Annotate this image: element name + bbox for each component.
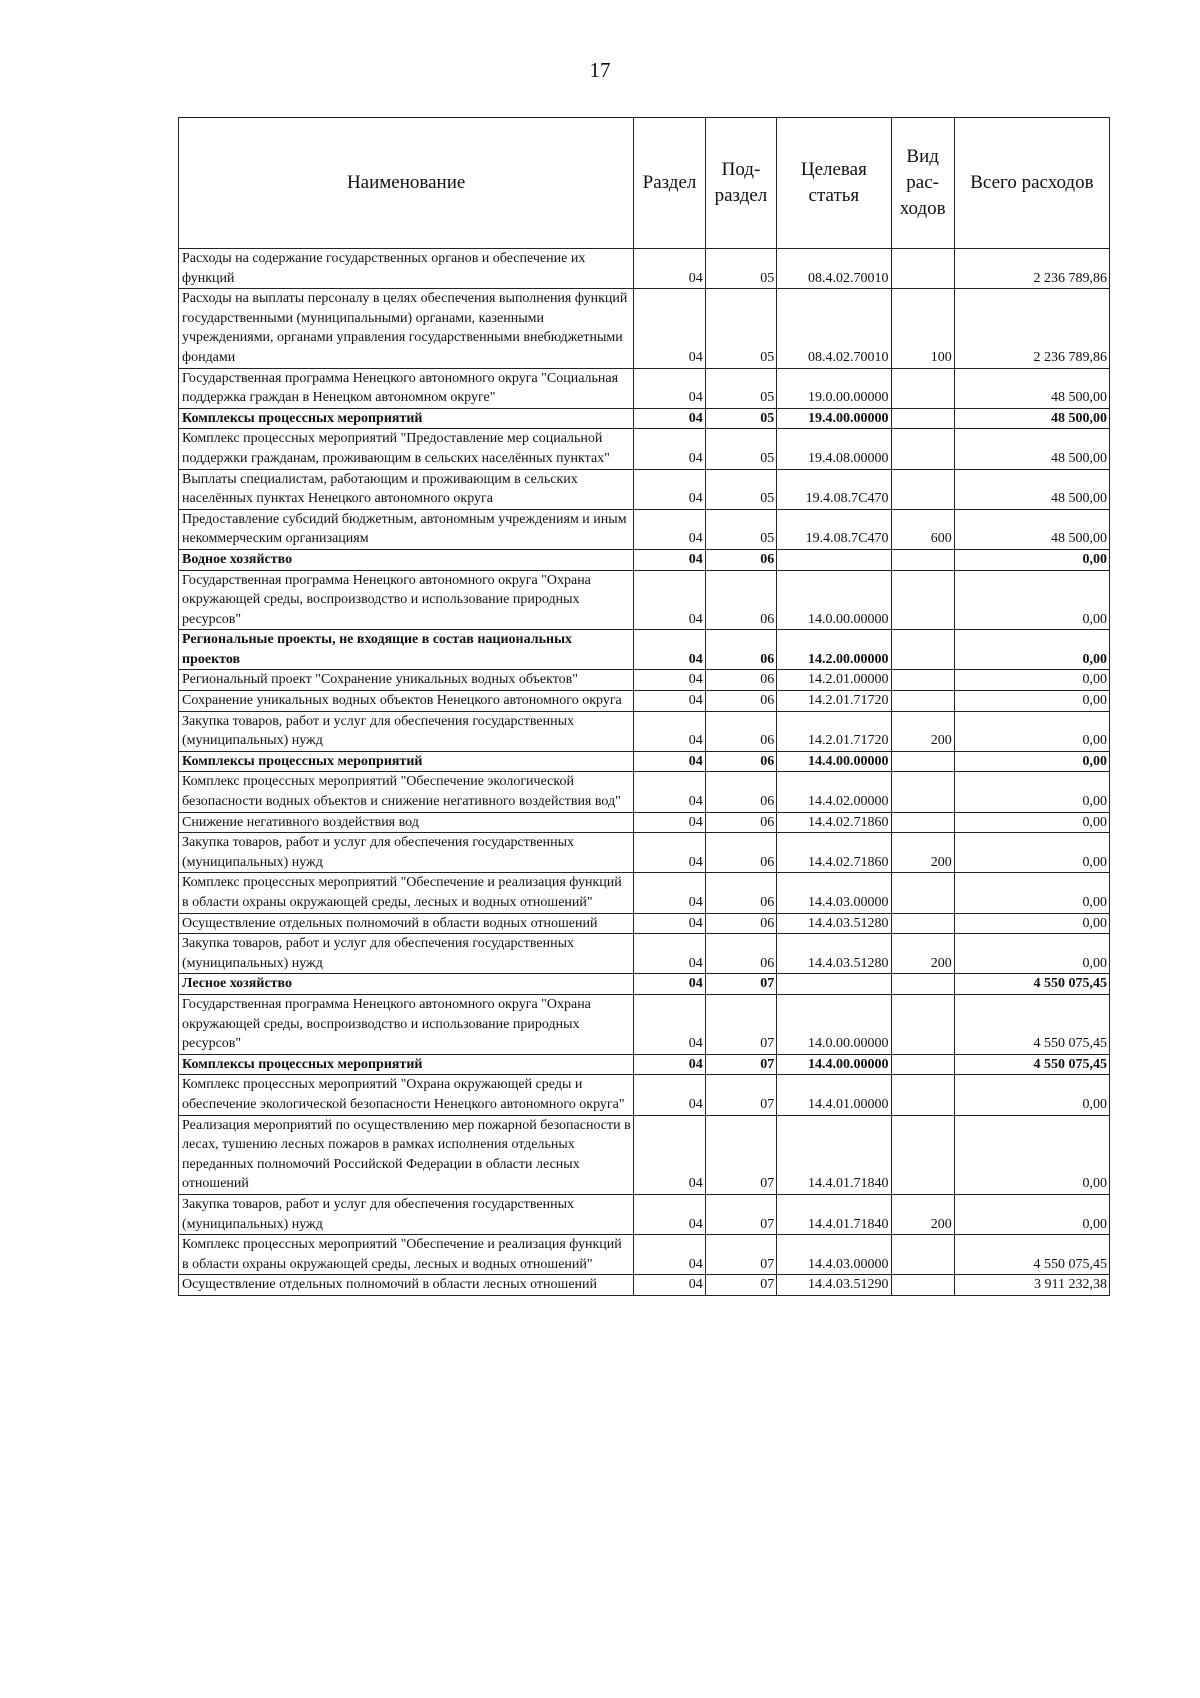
cell-article: 19.4.08.00000 — [777, 429, 891, 469]
cell-total: 48 500,00 — [954, 429, 1109, 469]
cell-name: Закупка товаров, работ и услуг для обеспечения государственных (муниципальных) нужд — [179, 711, 634, 751]
cell-total: 0,00 — [954, 570, 1109, 630]
cell-article: 14.0.00.00000 — [777, 994, 891, 1054]
cell-expense-type: 600 — [891, 509, 954, 549]
cell-name: Комплекс процессных мероприятий "Охрана окружающей среды и обеспечение экологической безопасности Ненецкого автономного округа" — [179, 1075, 634, 1115]
table-row — [179, 368, 1110, 408]
cell-subsection: 06 — [705, 833, 776, 873]
cell-article: 14.2.01.71720 — [777, 691, 891, 712]
cell-name: Осуществление отдельных полномочий в области лесных отношений — [179, 1275, 634, 1296]
cell-article: 14.4.03.00000 — [777, 1235, 891, 1275]
table-row — [179, 570, 1110, 630]
cell-total: 0,00 — [954, 812, 1109, 833]
cell-subsection: 07 — [705, 1275, 776, 1296]
cell-subsection: 07 — [705, 1075, 776, 1115]
cell-article: 14.4.02.00000 — [777, 772, 891, 812]
cell-subsection: 06 — [705, 711, 776, 751]
cell-total: 0,00 — [954, 711, 1109, 751]
cell-total: 0,00 — [954, 772, 1109, 812]
cell-name: Региональные проекты, не входящие в состав национальных проектов — [179, 630, 634, 670]
cell-name: Осуществление отдельных полномочий в области водных отношений — [179, 913, 634, 934]
table-row — [179, 833, 1110, 873]
header-expense-type: Вид рас-ходов — [891, 118, 954, 249]
cell-expense-type: 200 — [891, 711, 954, 751]
cell-total: 2 236 789,86 — [954, 249, 1109, 289]
cell-article: 14.4.03.51280 — [777, 913, 891, 934]
cell-expense-type — [891, 1115, 954, 1194]
cell-section: 04 — [634, 368, 705, 408]
cell-name: Государственная программа Ненецкого автономного округа "Охрана окружающей среды, воспроизводство и использование природных ресурсов" — [179, 570, 634, 630]
table-row — [179, 1075, 1110, 1115]
table-row — [179, 249, 1110, 289]
cell-name: Комплексы процессных мероприятий — [179, 1054, 634, 1075]
cell-expense-type — [891, 630, 954, 670]
cell-article: 14.4.00.00000 — [777, 1054, 891, 1075]
header-article: Целевая статья — [777, 118, 891, 249]
cell-total: 48 500,00 — [954, 509, 1109, 549]
table-row — [179, 1054, 1110, 1075]
cell-name: Государственная программа Ненецкого автономного округа "Социальная поддержка граждан в Ненецком автономном округе" — [179, 368, 634, 408]
budget-table — [178, 117, 1110, 1296]
cell-subsection: 05 — [705, 408, 776, 429]
table-row — [179, 751, 1110, 772]
cell-name: Водное хозяйство — [179, 549, 634, 570]
header-section: Раздел — [634, 118, 705, 249]
cell-section: 04 — [634, 812, 705, 833]
cell-name: Снижение негативного воздействия вод — [179, 812, 634, 833]
cell-article: 19.4.08.7С470 — [777, 469, 891, 509]
cell-subsection: 05 — [705, 368, 776, 408]
table-row — [179, 429, 1110, 469]
cell-expense-type — [891, 1054, 954, 1075]
cell-subsection: 07 — [705, 1235, 776, 1275]
cell-name: Комплекс процессных мероприятий "Обеспечение и реализация функций в области охраны окружающей среды, лесных и водных отношений" — [179, 873, 634, 913]
cell-article: 14.4.03.51290 — [777, 1275, 891, 1296]
cell-section: 04 — [634, 913, 705, 934]
cell-total: 0,00 — [954, 1075, 1109, 1115]
cell-total: 4 550 075,45 — [954, 974, 1109, 995]
cell-article: 08.4.02.70010 — [777, 289, 891, 368]
cell-subsection: 05 — [705, 249, 776, 289]
cell-expense-type — [891, 408, 954, 429]
cell-expense-type — [891, 549, 954, 570]
cell-article — [777, 549, 891, 570]
cell-total: 0,00 — [954, 873, 1109, 913]
cell-total: 48 500,00 — [954, 408, 1109, 429]
cell-subsection: 06 — [705, 670, 776, 691]
cell-name: Комплексы процессных мероприятий — [179, 408, 634, 429]
cell-total: 4 550 075,45 — [954, 1235, 1109, 1275]
cell-total: 48 500,00 — [954, 368, 1109, 408]
cell-subsection: 07 — [705, 994, 776, 1054]
cell-subsection: 06 — [705, 691, 776, 712]
header-name: Наименование — [179, 118, 634, 249]
table-body — [179, 249, 1110, 1296]
cell-article: 14.4.01.71840 — [777, 1115, 891, 1194]
table-row — [179, 1275, 1110, 1296]
table-row — [179, 549, 1110, 570]
table-row — [179, 873, 1110, 913]
cell-article: 14.2.00.00000 — [777, 630, 891, 670]
header-total: Всего расходов — [954, 118, 1109, 249]
cell-name: Предоставление субсидий бюджетным, автономным учреждениям и иным некоммерческим организациям — [179, 509, 634, 549]
cell-name: Комплекс процессных мероприятий "Обеспечение экологической безопасности водных объектов и снижение негативного воздействия вод" — [179, 772, 634, 812]
cell-subsection: 07 — [705, 1054, 776, 1075]
cell-name: Лесное хозяйство — [179, 974, 634, 995]
table-row — [179, 670, 1110, 691]
table-row — [179, 994, 1110, 1054]
cell-expense-type — [891, 670, 954, 691]
cell-expense-type — [891, 974, 954, 995]
cell-total: 48 500,00 — [954, 469, 1109, 509]
cell-name: Закупка товаров, работ и услуг для обеспечения государственных (муниципальных) нужд — [179, 934, 634, 974]
cell-section: 04 — [634, 630, 705, 670]
cell-article: 14.4.02.71860 — [777, 812, 891, 833]
cell-total: 4 550 075,45 — [954, 994, 1109, 1054]
cell-section: 04 — [634, 429, 705, 469]
cell-expense-type — [891, 1275, 954, 1296]
table-row — [179, 289, 1110, 368]
cell-subsection: 05 — [705, 289, 776, 368]
cell-section: 04 — [634, 509, 705, 549]
table-row — [179, 711, 1110, 751]
cell-name: Сохранение уникальных водных объектов Ненецкого автономного округа — [179, 691, 634, 712]
cell-name: Реализация мероприятий по осуществлению мер пожарной безопасности в лесах, тушению лесных пожаров в рамках исполнения отдельных переданных полномочий Российской Федерации в области лесных отношений — [179, 1115, 634, 1194]
cell-section: 04 — [634, 1075, 705, 1115]
cell-total: 0,00 — [954, 833, 1109, 873]
table-row — [179, 812, 1110, 833]
table-row — [179, 509, 1110, 549]
table-row — [179, 772, 1110, 812]
cell-expense-type: 200 — [891, 934, 954, 974]
cell-article: 14.4.01.71840 — [777, 1194, 891, 1234]
cell-subsection: 07 — [705, 974, 776, 995]
cell-name: Комплекс процессных мероприятий "Предоставление мер социальной поддержки гражданам, проживающим в сельских населённых пунктах" — [179, 429, 634, 469]
cell-total: 4 550 075,45 — [954, 1054, 1109, 1075]
cell-section: 04 — [634, 549, 705, 570]
cell-total: 3 911 232,38 — [954, 1275, 1109, 1296]
table-row — [179, 913, 1110, 934]
cell-section: 04 — [634, 934, 705, 974]
table-row — [179, 408, 1110, 429]
cell-section: 04 — [634, 873, 705, 913]
cell-article: 14.2.01.00000 — [777, 670, 891, 691]
cell-name: Комплекс процессных мероприятий "Обеспечение и реализация функций в области охраны окружающей среды, лесных и водных отношений" — [179, 1235, 634, 1275]
cell-name: Закупка товаров, работ и услуг для обеспечения государственных (муниципальных) нужд — [179, 1194, 634, 1234]
cell-total: 0,00 — [954, 1115, 1109, 1194]
cell-total: 0,00 — [954, 691, 1109, 712]
cell-section: 04 — [634, 974, 705, 995]
cell-name: Региональный проект "Сохранение уникальных водных объектов" — [179, 670, 634, 691]
cell-total: 0,00 — [954, 751, 1109, 772]
cell-section: 04 — [634, 570, 705, 630]
table-row — [179, 630, 1110, 670]
cell-subsection: 06 — [705, 751, 776, 772]
cell-article: 14.2.01.71720 — [777, 711, 891, 751]
cell-total: 0,00 — [954, 934, 1109, 974]
table-row — [179, 974, 1110, 995]
cell-total: 0,00 — [954, 913, 1109, 934]
cell-subsection: 06 — [705, 873, 776, 913]
cell-section: 04 — [634, 1235, 705, 1275]
cell-article: 14.4.00.00000 — [777, 751, 891, 772]
cell-subsection: 06 — [705, 570, 776, 630]
cell-article: 14.0.00.00000 — [777, 570, 891, 630]
cell-article: 08.4.02.70010 — [777, 249, 891, 289]
cell-expense-type — [891, 429, 954, 469]
cell-subsection: 06 — [705, 934, 776, 974]
cell-subsection: 05 — [705, 509, 776, 549]
cell-article: 14.4.03.51280 — [777, 934, 891, 974]
cell-subsection: 06 — [705, 772, 776, 812]
header-subsection: Под-раздел — [705, 118, 776, 249]
cell-subsection: 05 — [705, 469, 776, 509]
table-row — [179, 469, 1110, 509]
cell-expense-type: 200 — [891, 833, 954, 873]
cell-total: 0,00 — [954, 549, 1109, 570]
cell-expense-type — [891, 994, 954, 1054]
cell-section: 04 — [634, 772, 705, 812]
cell-expense-type: 200 — [891, 1194, 954, 1234]
cell-article — [777, 974, 891, 995]
cell-name: Расходы на выплаты персоналу в целях обеспечения выполнения функций государственными (муниципальными) органами, казенными учреждениями, органами управления государственными внебюджетными фондами — [179, 289, 634, 368]
cell-expense-type — [891, 691, 954, 712]
cell-article: 14.4.01.00000 — [777, 1075, 891, 1115]
cell-section: 04 — [634, 249, 705, 289]
table-row — [179, 1194, 1110, 1234]
cell-article: 14.4.02.71860 — [777, 833, 891, 873]
cell-subsection: 07 — [705, 1115, 776, 1194]
cell-expense-type — [891, 469, 954, 509]
cell-expense-type — [891, 249, 954, 289]
cell-expense-type — [891, 1075, 954, 1115]
cell-name: Закупка товаров, работ и услуг для обеспечения государственных (муниципальных) нужд — [179, 833, 634, 873]
cell-expense-type — [891, 772, 954, 812]
cell-subsection: 06 — [705, 812, 776, 833]
cell-expense-type — [891, 751, 954, 772]
table-row — [179, 934, 1110, 974]
cell-section: 04 — [634, 691, 705, 712]
cell-subsection: 05 — [705, 429, 776, 469]
cell-expense-type — [891, 873, 954, 913]
cell-section: 04 — [634, 289, 705, 368]
cell-expense-type — [891, 913, 954, 934]
cell-expense-type — [891, 1235, 954, 1275]
cell-total: 0,00 — [954, 670, 1109, 691]
cell-section: 04 — [634, 1115, 705, 1194]
cell-subsection: 06 — [705, 630, 776, 670]
cell-section: 04 — [634, 408, 705, 429]
page-number: 17 — [589, 58, 611, 82]
cell-name: Государственная программа Ненецкого автономного округа "Охрана окружающей среды, воспроизводство и использование природных ресурсов" — [179, 994, 634, 1054]
cell-subsection: 07 — [705, 1194, 776, 1234]
cell-section: 04 — [634, 994, 705, 1054]
cell-total: 0,00 — [954, 1194, 1109, 1234]
cell-name: Выплаты специалистам, работающим и проживающим в сельских населённых пунктах Ненецкого автономного округа — [179, 469, 634, 509]
cell-expense-type — [891, 812, 954, 833]
table-header — [179, 118, 1110, 249]
cell-article: 19.4.00.00000 — [777, 408, 891, 429]
table-row — [179, 1235, 1110, 1275]
cell-section: 04 — [634, 469, 705, 509]
table-row — [179, 1115, 1110, 1194]
cell-name: Расходы на содержание государственных органов и обеспечение их функций — [179, 249, 634, 289]
cell-expense-type — [891, 368, 954, 408]
table-row — [179, 691, 1110, 712]
cell-expense-type — [891, 570, 954, 630]
cell-article: 19.0.00.00000 — [777, 368, 891, 408]
cell-article: 19.4.08.7С470 — [777, 509, 891, 549]
cell-subsection: 06 — [705, 549, 776, 570]
cell-section: 04 — [634, 1054, 705, 1075]
cell-name: Комплексы процессных мероприятий — [179, 751, 634, 772]
cell-section: 04 — [634, 670, 705, 691]
cell-section: 04 — [634, 751, 705, 772]
cell-article: 14.4.03.00000 — [777, 873, 891, 913]
cell-total: 0,00 — [954, 630, 1109, 670]
cell-section: 04 — [634, 833, 705, 873]
cell-subsection: 06 — [705, 913, 776, 934]
cell-section: 04 — [634, 711, 705, 751]
cell-total: 2 236 789,86 — [954, 289, 1109, 368]
cell-section: 04 — [634, 1275, 705, 1296]
cell-section: 04 — [634, 1194, 705, 1234]
cell-expense-type: 100 — [891, 289, 954, 368]
